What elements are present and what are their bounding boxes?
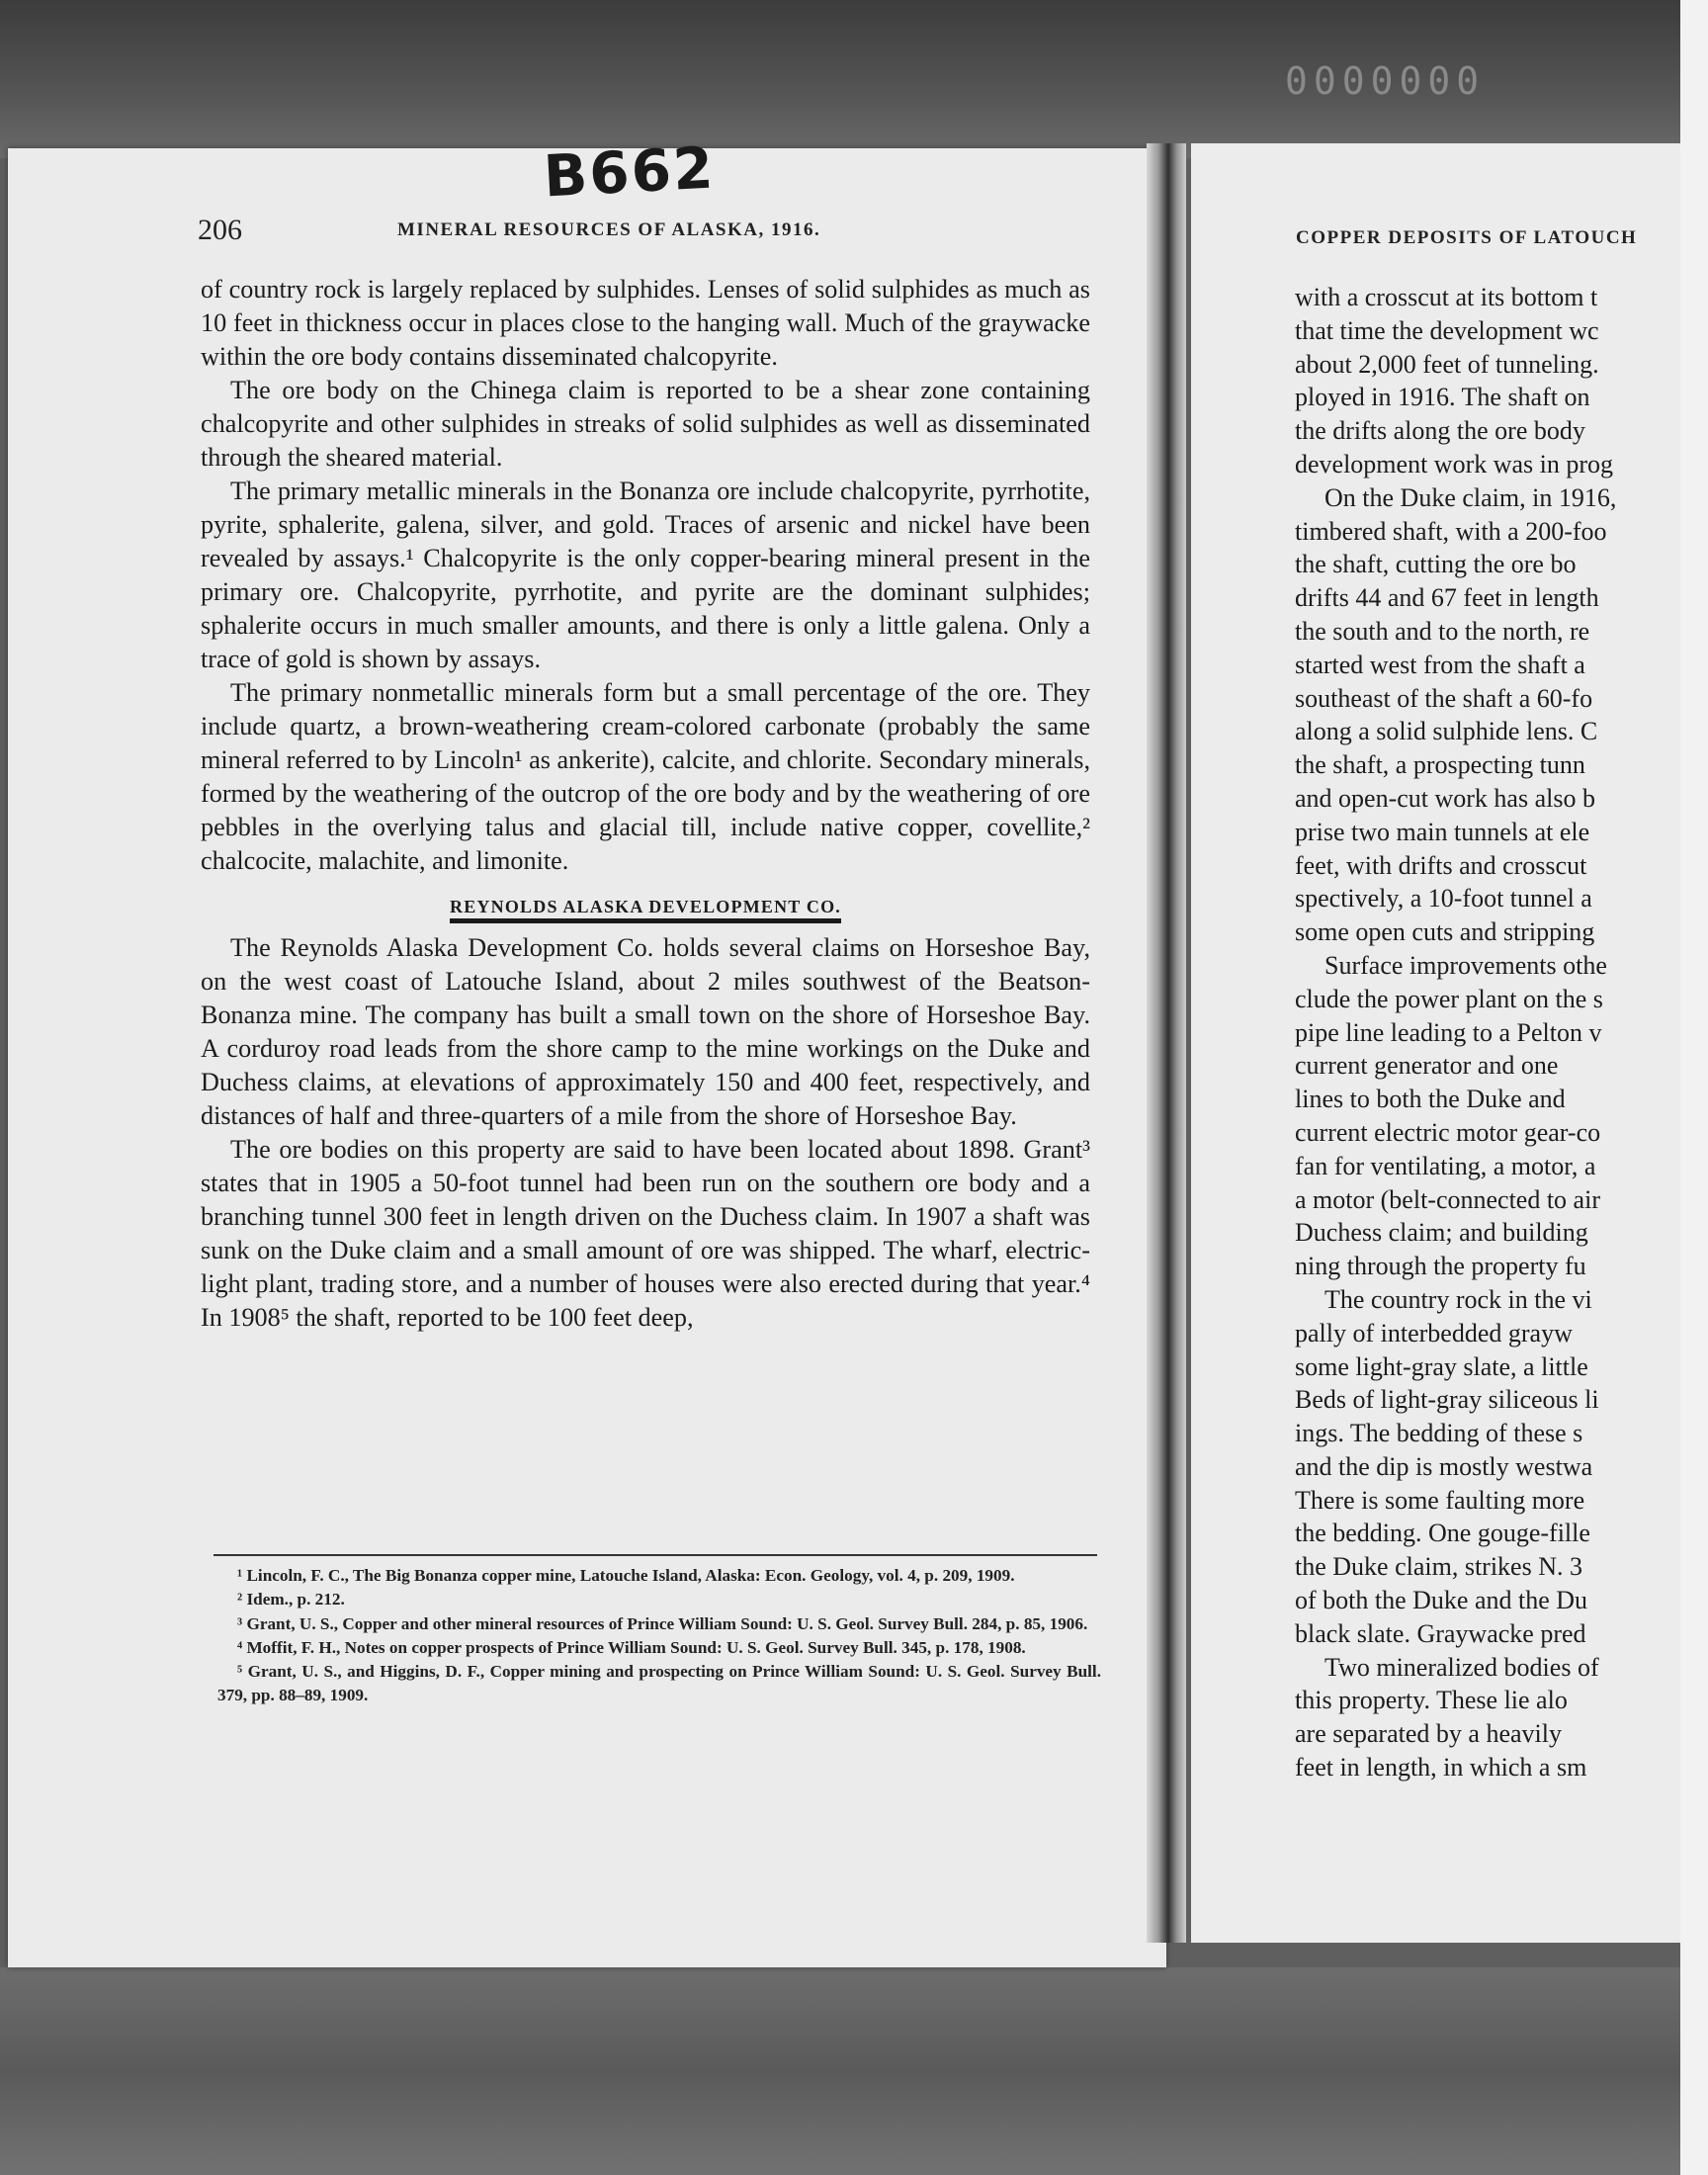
right-page-line: Duchess claim; and building	[1295, 1218, 1588, 1248]
book-gutter	[1147, 143, 1186, 1943]
section-heading-text: REYNOLDS ALASKA DEVELOPMENT CO.	[450, 897, 841, 923]
right-page-body	[1295, 281, 1708, 1784]
paragraph: The Reynolds Alaska Development Co. holds several claims on Horseshoe Bay, on the west coast of Latouche Island, about 2 miles southwest of the Beatson-Bonanza mine. The company has built a small town on the shore of Horseshoe Bay. A corduroy road leads from the shore camp to the mine workings on the Duke and Duchess claims, at elevations of approximately 150 and 400 feet, respectively, and distances of half and three-quarters of a mile from the shore of Horseshoe Bay.	[201, 933, 1090, 1130]
right-page-line: and the dip is mostly westwa	[1295, 1451, 1593, 1481]
right-page-line: current generator and one	[1295, 1051, 1559, 1081]
right-page-line: the drifts along the ore body	[1295, 416, 1585, 446]
right-page-line: the south and to the north, re	[1295, 616, 1590, 646]
handwritten-note: B662	[542, 133, 717, 211]
right-page-line: On the Duke claim, in 1916,	[1324, 482, 1617, 512]
running-head-right: COPPER DEPOSITS OF LATOUCH	[1296, 227, 1638, 248]
paragraph: The primary nonmetallic minerals form but a small percentage of the ore. They include quartz, a brown-weathering cream-colored carbonate (probably the same mineral referred to by Lincoln¹ as ankerite), calcite, and chlorite. Secondary minerals, formed by the weathering of the outcrop of the ore body and by the weathering of ore pebbles in the overlying talus and glacial till, include native copper, covellite,² chalcocite, malachite, and limonite.	[201, 678, 1090, 875]
footnote-rule	[214, 1554, 1097, 1556]
right-page-line: the shaft, cutting the ore bo	[1295, 550, 1577, 579]
right-page-line: some light-gray slate, a little	[1295, 1351, 1588, 1381]
right-page-line: pally of interbedded grayw	[1295, 1318, 1573, 1348]
right-page-line: the shaft, a prospecting tunn	[1295, 750, 1585, 780]
page-number: 206	[198, 214, 242, 246]
right-page-line: feet in length, in which a sm	[1295, 1753, 1587, 1783]
right-page-line: black slate. Graywacke pred	[1295, 1618, 1586, 1648]
right-page-line: pipe line leading to a Pelton v	[1295, 1017, 1602, 1047]
right-page-line: clude the power plant on the s	[1295, 984, 1603, 1013]
right-page-line: Two mineralized bodies of	[1324, 1652, 1599, 1682]
right-page-line: development work was in prog	[1295, 449, 1614, 478]
right-page-line: the Duke claim, strikes N. 3	[1295, 1552, 1582, 1582]
footnote: ¹ Lincoln, F. C., The Big Bonanza copper mine, Latouche Island, Alaska: Econ. Geology, vol. 4, p. 209, 1909.	[237, 1566, 1015, 1585]
right-page-line: southeast of the shaft a 60-fo	[1295, 683, 1593, 713]
right-page-line: ning through the property fu	[1295, 1252, 1586, 1281]
right-page-line: with a crosscut at its bottom t	[1295, 283, 1598, 311]
right-page-line: drifts 44 and 67 feet in length	[1295, 583, 1599, 613]
footnote: ⁴ Moffit, F. H., Notes on copper prospects of Prince William Sound: U. S. Geol. Survey Bull. 345, p. 178, 1908.	[237, 1637, 1026, 1657]
right-page-line: that time the development wc	[1295, 315, 1599, 345]
right-page-line: the bedding. One gouge-fille	[1295, 1519, 1590, 1548]
right-page-line: about 2,000 feet of tunneling.	[1295, 349, 1599, 379]
right-page-line: The country rock in the vi	[1324, 1284, 1592, 1314]
right-page-line: Surface improvements othe	[1324, 950, 1607, 980]
right-page-line: prise two main tunnels at ele	[1295, 817, 1590, 846]
right-page-line: There is some faulting more	[1295, 1485, 1585, 1515]
running-head-left: MINERAL RESOURCES OF ALASKA, 1916.	[397, 219, 821, 240]
footnote: ² Idem., p. 212.	[237, 1590, 345, 1610]
right-page-line: fan for ventilating, a motor, a	[1295, 1151, 1596, 1180]
footnotes	[217, 1564, 1101, 1708]
paragraph: The ore body on the Chinega claim is reported to be a shear zone containing chalcopyrite and other sulphides in streaks of solid sulphides as well as disseminated through the sheared material.	[201, 376, 1090, 472]
right-page-line: ings. The bedding of these s	[1295, 1419, 1583, 1448]
right-page-line: some open cuts and stripping	[1295, 917, 1595, 947]
right-page-line: spectively, a 10-foot tunnel a	[1295, 884, 1592, 914]
right-page-line: this property. These lie alo	[1295, 1686, 1568, 1715]
right-page-line: and open-cut work has also b	[1295, 783, 1595, 813]
right-page-line: are separated by a heavily	[1295, 1719, 1562, 1749]
footnote: ⁵ Grant, U. S., and Higgins, D. F., Copper mining and prospecting on Prince William Sound: U. S. Geol. Survey Bull. 379, pp. 88–89, 1909.	[217, 1662, 1101, 1705]
right-page-line: current electric motor gear-co	[1295, 1117, 1601, 1147]
scan-background-bottom	[0, 1967, 1708, 2175]
archive-stamp: 0000000	[1285, 59, 1486, 103]
right-page-line: ployed in 1916. The shaft on	[1295, 383, 1590, 412]
section-heading	[201, 890, 1090, 923]
paragraph: The primary metallic minerals in the Bonanza ore include chalcopyrite, pyrrhotite, pyrite, sphalerite, galena, silver, and gold. Traces of arsenic and nickel have been revealed by assays.¹ Chalcopyrite is the only copper-bearing mineral present in the primary ore. Chalcopyrite, pyrrhotite, and pyrite are the dominant sulphides; sphalerite occurs in much smaller amounts, and there is only a little galena. Only a trace of gold is shown by assays.	[201, 477, 1090, 673]
footnote: ³ Grant, U. S., Copper and other mineral resources of Prince William Sound: U. S. Geol. Survey Bull. 284, p. 85, 1906.	[237, 1613, 1088, 1633]
right-page-line: Beds of light-gray siliceous li	[1295, 1385, 1599, 1415]
right-page-line: timbered shaft, with a 200-foo	[1295, 516, 1607, 546]
right-page-line: along a solid sulphide lens. C	[1295, 717, 1598, 746]
right-page-line: feet, with drifts and crosscut	[1295, 850, 1587, 880]
right-page-line: started west from the shaft a	[1295, 650, 1585, 679]
left-page-body	[201, 273, 1090, 1335]
right-page-line: a motor (belt-connected to air	[1295, 1184, 1600, 1214]
paragraph: The ore bodies on this property are said to have been located about 1898. Grant³ states that in 1905 a 50-foot tunnel had been run on the southern ore body and a branching tunnel 300 feet in length driven on the Duchess claim. In 1907 a shaft was sunk on the Duke claim and a small amount of ore was shipped. The wharf, electric-light plant, trading store, and a number of houses were also erected during that year.⁴ In 1908⁵ the shaft, reported to be 100 feet deep,	[201, 1135, 1090, 1332]
paragraph: of country rock is largely replaced by sulphides. Lenses of solid sulphides as much as 10 feet in thickness occur in places close to the hanging wall. Much of the graywacke within the ore body contains disseminated chalcopyrite.	[201, 275, 1090, 371]
right-page-line: of both the Duke and the Du	[1295, 1586, 1588, 1615]
right-page-line: lines to both the Duke and	[1295, 1085, 1566, 1114]
